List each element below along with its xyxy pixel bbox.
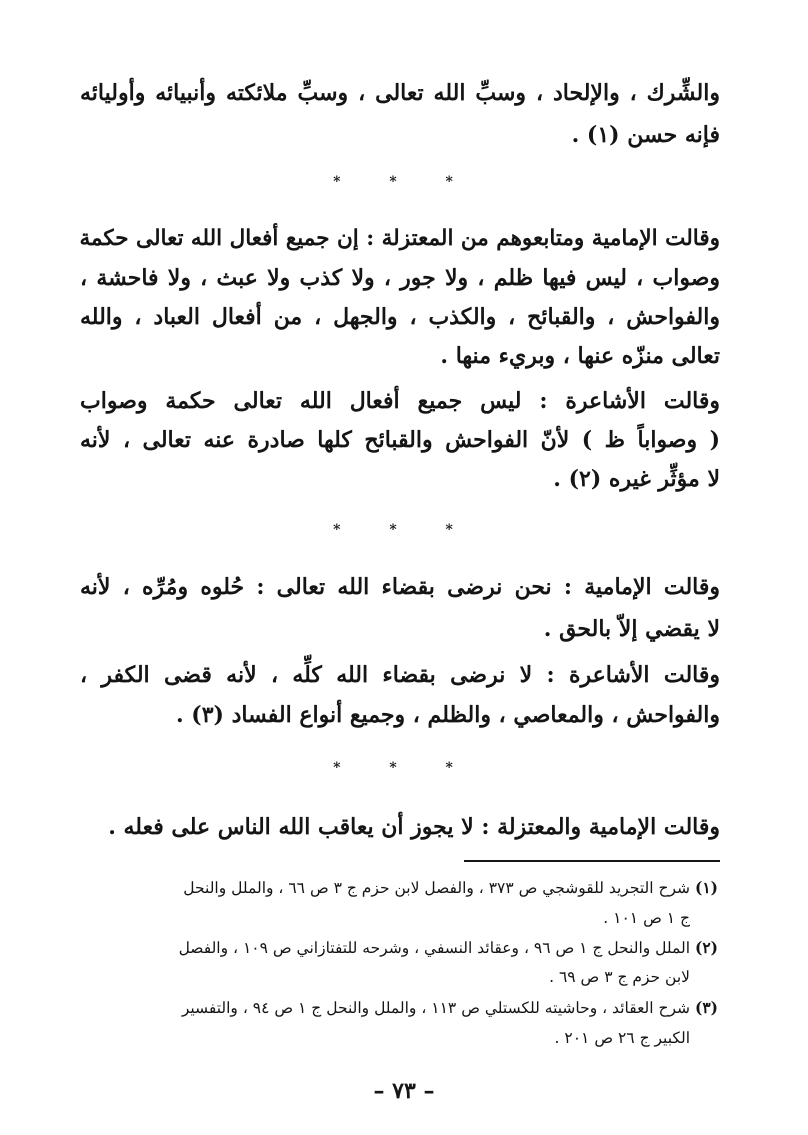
footnote-2 bbox=[86, 936, 718, 960]
body-line: وقالت الإمامية والمعتزلة : لا يجوز أن يعاقب الله الناس على فعله . bbox=[108, 814, 720, 840]
page-number: – ٧٣ – bbox=[373, 1078, 435, 1104]
body-line: لا يقضي إلاّ بالحق . bbox=[543, 616, 720, 642]
body-line: وقالت الأشاعرة : ليس جميع أفعال الله تعالى حكمة وصواب bbox=[80, 388, 720, 414]
body-line: وقالت الإمامية ومتابعوهم من المعتزلة : إن جميع أفعال الله تعالى حكمة bbox=[79, 226, 720, 251]
body-line: وصواب ، ليس فيها ظلم ، ولا جور ، ولا كذب ولا عبث ، ولا فاحشة ، bbox=[80, 265, 720, 291]
body-line: والشِّرك ، والإلحاد ، وسبِّ الله تعالى ، وسبِّ ملائكته وأنبيائه وأوليائه bbox=[80, 80, 721, 106]
footnote-text: الملل والنحل ج ١ ص ٩٦ ، وعقائد النسفي ، وشرحه للتفتازاني ص ١٠٩ ، والفصل bbox=[178, 939, 691, 957]
section-separator: * * * bbox=[333, 522, 475, 538]
body-line: والفواحش ، والمعاصي ، والظلم ، وجميع أنواع الفساد (٣) . bbox=[175, 702, 720, 728]
footnote-number: (٣) bbox=[694, 998, 718, 1017]
footnote-number: (١) bbox=[694, 878, 718, 897]
footnote-1 bbox=[86, 876, 718, 900]
footnote-rule bbox=[464, 860, 720, 862]
section-separator: * * * bbox=[333, 760, 475, 776]
body-line: والفواحش ، والقبائح ، والكذب ، والجهل ، من أفعال العباد ، والله bbox=[80, 304, 720, 330]
body-line: وقالت الإمامية : نحن نرضى بقضاء الله تعالى : حُلوه ومُرِّه ، لأنه bbox=[80, 574, 720, 600]
footnote-text: شرح التجريد للقوشجي ص ٣٧٣ ، والفصل لابن حزم ج ٣ ص ٦٦ ، والملل والنحل bbox=[183, 879, 691, 897]
body-line: لا مؤثِّر غيره (٢) . bbox=[553, 466, 720, 492]
footnote-text: شرح العقائد ، وحاشيته للكستلي ص ١١٣ ، والملل والنحل ج ١ ص ٩٤ ، والتفسير bbox=[181, 999, 691, 1017]
body-line: فإنه حسن (١) . bbox=[571, 122, 720, 148]
footnote-1-cont: ج ١ ص ١٠١ . bbox=[603, 909, 690, 927]
body-line: وقالت الأشاعرة : لا نرضى بقضاء الله كلِّه ، لأنه قضى الكفر ، bbox=[80, 662, 720, 688]
section-separator: * * * bbox=[333, 174, 475, 190]
footnote-3 bbox=[86, 996, 718, 1020]
body-line: تعالى منزّه عنها ، وبريء منها . bbox=[440, 343, 720, 369]
body-line: ( وصواباً ظ ) لأنّ الفواحش والقبائح كلها صادرة عنه تعالى ، لأنه bbox=[80, 427, 720, 453]
footnote-number: (٢) bbox=[694, 938, 718, 957]
footnote-2-cont: لابن حزم ج ٣ ص ٦٩ . bbox=[549, 968, 690, 986]
footnote-3-cont: الكبير ج ٢٦ ص ٢٠١ . bbox=[554, 1029, 690, 1047]
